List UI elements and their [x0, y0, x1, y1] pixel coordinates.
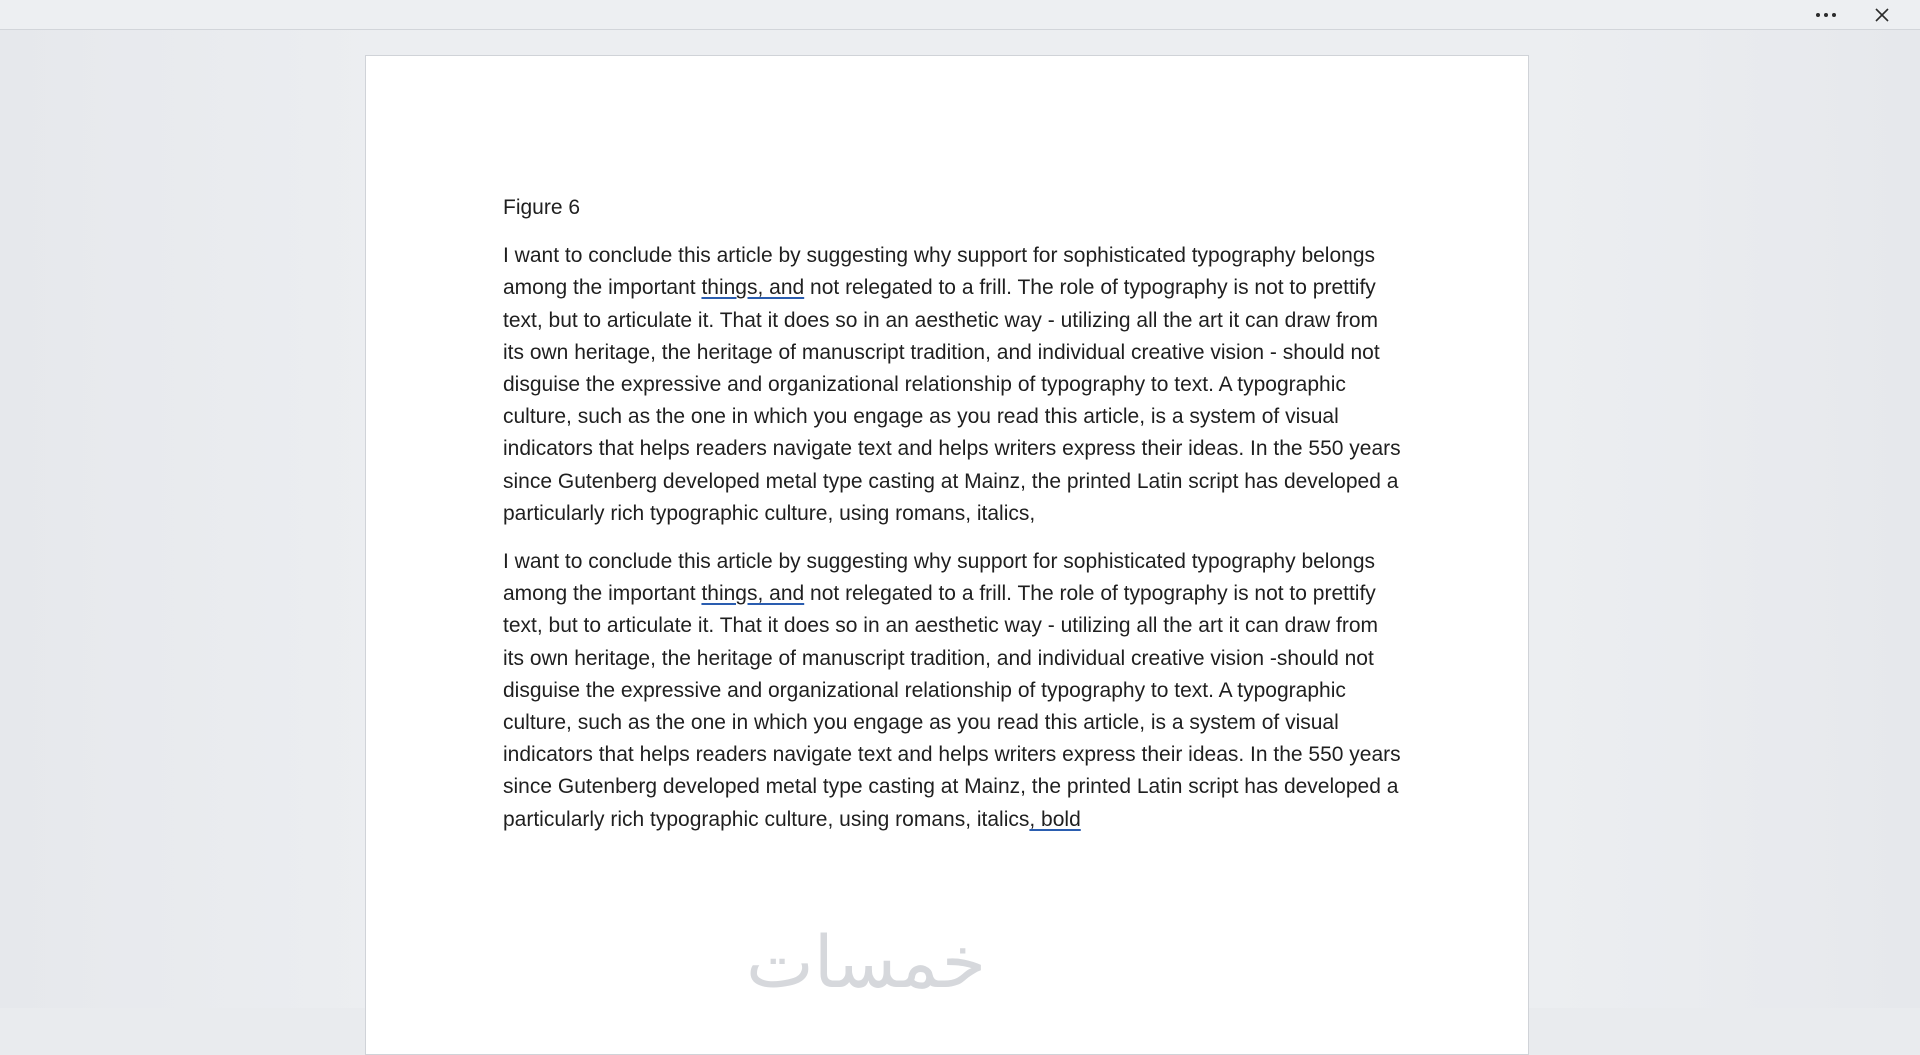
paragraph-1-text-end: not relegated to a frill. The role of typography is not to prettify text, but to articulate it. That it does so in an aesthetic way - utilizing all the art it can draw from its own heritage, the heritage of manuscript tradition, and individual creative vision - should not disguise the expressive and organizational relationship of typography to text. A typographic culture, such as the one in which you engage as you read this article, is a system of visual indicators that helps readers navigate text and helps writers express their ideas. In the 550 years since Gutenberg developed metal type casting at Mainz, the printed Latin script has developed a particularly rich typographic culture, using romans, italics, — [503, 276, 1401, 525]
paragraph-1-text-start: I want to conclude this article by suggesting why support for sophisticated typography belongs among the important — [503, 244, 1376, 300]
more-dot — [1824, 13, 1828, 17]
paragraph-1-link[interactable]: things, and — [701, 276, 805, 300]
more-options-button[interactable] — [1806, 4, 1846, 26]
more-dot — [1832, 13, 1836, 17]
figure-label: Figure 6 — [503, 196, 581, 219]
title-bar — [0, 0, 1920, 30]
paragraph-2-link[interactable]: things, and — [701, 582, 805, 606]
close-button[interactable] — [1866, 3, 1898, 27]
close-icon — [1874, 7, 1890, 23]
paragraph-2-link-bold[interactable]: , bold — [1029, 807, 1081, 831]
paragraph-1 — [503, 240, 1403, 530]
more-horizontal-icon — [1816, 13, 1820, 17]
paragraph-2-text-start: I want to conclude this article by suggesting why support for sophisticated typography belongs among the important — [503, 550, 1376, 606]
paragraph-2 — [503, 546, 1403, 836]
document-page[interactable] — [365, 55, 1529, 1055]
watermark-logo: خمسات — [746, 920, 987, 1004]
document-content — [503, 192, 1403, 852]
paragraph-2-text-middle: not relegated to a frill. The role of typography is not to prettify text, but to articulate it. That it does so in an aesthetic way - utilizing all the art it can draw from its own heritage, the heritage of manuscript tradition, and individual creative vision -should not disguise the expressive and organizational relationship of typography to text. A typographic culture, such as the one in which you engage as you read this article, is a system of visual indicators that helps readers navigate text and helps writers express their ideas. In the 550 years since Gutenberg developed metal type casting at Mainz, the printed Latin script has developed a particularly rich typographic culture, using romans, italics — [503, 582, 1401, 831]
